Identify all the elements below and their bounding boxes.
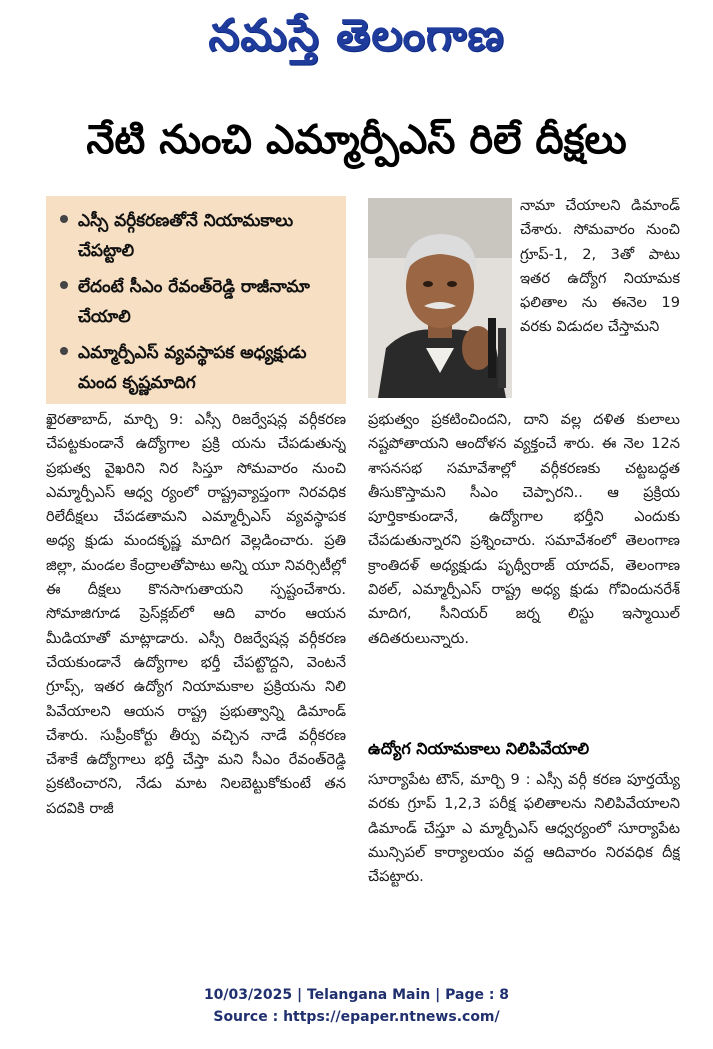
highlight-text: ఎస్సీ వర్గీకరణతోనే నియామకాలు చేపట్టాలి xyxy=(78,211,294,261)
article-subheading: ఉద్యోగ నియామకాలు నిలిపివేయాలి xyxy=(368,739,590,758)
bullet-icon xyxy=(60,215,68,223)
highlight-text: లేదంటే సీఎం రేవంత్‌రెడ్డి రాజీనామా చేయాలి xyxy=(78,277,310,327)
highlights-box xyxy=(46,196,346,404)
article-column-left xyxy=(46,408,346,948)
highlight-item xyxy=(60,272,334,332)
article-column-right-bottom xyxy=(368,768,680,948)
bullet-icon xyxy=(60,281,68,289)
masthead-title: నమస్తే తెలంగాణ xyxy=(208,10,505,61)
article-column-right-top xyxy=(520,194,680,404)
highlight-item xyxy=(60,338,334,398)
speaker-photo xyxy=(368,198,512,398)
portrait-illustration xyxy=(368,198,512,398)
highlight-text: ఎమ్మార్పీఎస్ వ్యవస్థాపక అధ్యక్షుడు మంద కృష్ణమాదిగ xyxy=(78,343,307,393)
article-paragraph: ఖైరతాబాద్, మార్చి 9: ఎస్సీ రిజర్వేషన్ల వర్గీకరణ చేపట్టకుండానే ఉద్యోగాల ప్రక్రి యను చేపడుతున్న ప్రభుత్వ వైఖరిని నిర సిస్తూ సోమవారం నుంచి ఎమ్మార్పీఎస్ ఆధ్వ ర్యంలో రాష్ట్రవ్యాప్తంగా నిరవధిక రిలేదీక్షలు చేపడతామని ఎమ్మార్పీఎస్ వ్యవస్థాపక అధ్య క్షుడు మందకృష్ణ మాదిగ వెల్లడించారు. ప్రతి జిల్లా, మండల కేంద్రాలతోపాటు అన్ని యూ నివర్సిటీల్లో ఈ దీక్షలు కొనసాగుతాయని స్పష్టంచేశారు. సోమాజిగూడ ప్రెస్‌క్లబ్‌లో ఆది వారం ఆయన మీడియాతో మాట్లాడారు. ఎస్సీ రిజర్వేషన్ల వర్గీకరణ చేయకుండానే ఉద్యోగాల భర్తీ చేపట్టొద్దని, వెంటనే గ్రూప్స్, ఇతర ఉద్యోగ నియామకాల ప్రక్రియను నిలి పివేయాలని ఆయన రాష్ట్ర ప్రభుత్వాన్ని డిమాండ్ చేశారు. సుప్రీంకోర్టు తీర్పు వచ్చిన నాడే వర్గీకరణ చేశాకే ఉద్యోగాలు భర్తీ చేస్తా మని సీఎం రేవంత్‌రెడ్డి ప్రకటించారని, నేడు మాట నిలబెట్టుకోకుంటే తన పదవికి రాజీ xyxy=(46,411,346,817)
highlight-item xyxy=(60,206,334,266)
article-column-right xyxy=(368,408,680,720)
edition-info: 10/03/2025 | Telangana Main | Page : 8 xyxy=(203,987,510,1003)
newspaper-masthead xyxy=(0,6,713,76)
bullet-icon xyxy=(60,347,68,355)
article-paragraph: సూర్యాపేట టౌన్, మార్చి 9 : ఎస్సీ వర్గీ కరణ పూర్తయ్యే వరకు గ్రూప్ 1,2,3 పరీక్ష ఫలితాలను నిలిపివేయాలని డిమాండ్ చేస్తూ ఎ మ్మార్పీఎస్ ఆధ్వర్యంలో సూర్యాపేట మున్సిపల్ కార్యాలయం వద్ద ఆదివారం నిరవధిక దీక్ష చేపట్టారు. xyxy=(368,771,680,886)
source-link[interactable]: Source : https://epaper.ntnews.com/ xyxy=(213,1009,500,1025)
page-footer xyxy=(0,984,713,1028)
article-paragraph: ప్రభుత్వం ప్రకటించిందని, దాని వల్ల దళిత కులాలు నష్టపోతాయని ఆందోళన వ్యక్తంచే శారు. ఈ నెల 12న శాసనసభ సమావేశాల్లో వర్గీకరణకు చట్టబద్ధత తీసుకొస్తామని సీఎం చెప్పారని.. ఆ ప్రక్రియ పూర్తికాకుండానే, ఉద్యోగాల భర్తీని ఎందుకు చేపడుతున్నారని ప్రశ్నించారు. సమావేశంలో తెలంగాణ క్రాంతిదళ్ అధ్యక్షుడు పృథ్వీరాజ్ యాదవ్, తెలంగాణ విఠల్, ఎమ్మార్పీఎస్ రాష్ట్ర అధ్య క్షుడు గోవిందునరేశ్ మాదిగ, సీనియర్ జర్న లిస్టు ఇస్మాయిల్ తదితరులున్నారు. xyxy=(368,411,680,647)
article-paragraph: నామా చేయాలని డిమాండ్ చేశారు. సోమవారం నుంచి గ్రూప్-1, 2, 3తో పాటు ఇతర ఉద్యోగ నియామక ఫలితాల ను ఈనెల 19 వరకు విడుదల చేస్తామని xyxy=(520,197,680,336)
article-headline: నేటి నుంచి ఎమ్మార్పీఎస్ రిలే దీక్షలు xyxy=(86,117,627,163)
